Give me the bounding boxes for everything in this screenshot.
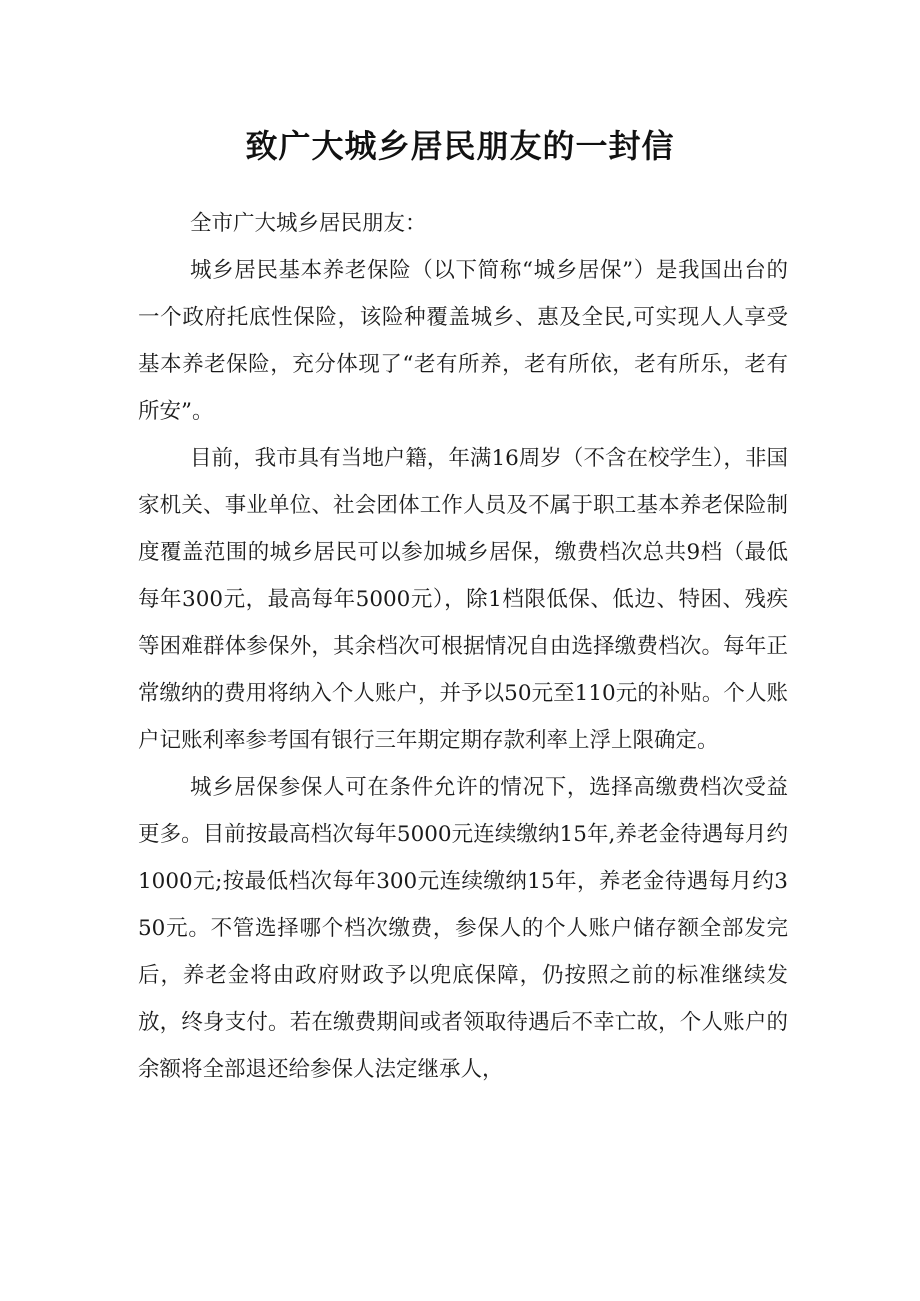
document-title: 致广大城乡居民朋友的一封信	[245, 127, 675, 165]
salutation: 全市广大城乡居民朋友：	[190, 211, 427, 236]
paragraph-intro: 城乡居民基本养老保险（以下简称“城乡居保”）是我国出台的一个政府托底性保险，该险种覆盖城乡、惠及全民,可实现人人享受基本养老保险，充分体现了“老有所养，老有所依，老有所乐，老有所安”。	[138, 258, 788, 424]
paragraph-benefits: 城乡居保参保人可在条件允许的情况下，选择高缴费档次受益更多。目前按最高档次每年5000元连续缴纳15年,养老金待遇每月约1000元;按最低档次每年300元连续缴纳15年，养老金待遇每月约350元。不管选择哪个档次缴费，参保人的个人账户储存额全部发完后，养老金将由政府财政予以兜底保障，仍按照之前的标准继续发放，终身支付。若在缴费期间或者领取待遇后不幸亡故，个人账户的余额将全部退还给参保人法定继承人，	[138, 775, 788, 1082]
paragraph-eligibility: 目前，我市具有当地户籍，年满16周岁（不含在校学生），非国家机关、事业单位、社会团体工作人员及不属于职工基本养老保险制度覆盖范围的城乡居民可以参加城乡居保，缴费档次总共9档（最低每年300元，最高每年5000元），除1档限低保、低边、特困、残疾等困难群体参保外，其余档次可根据情况自由选择缴费档次。每年正常缴纳的费用将纳入个人账户，并予以50元至110元的补贴。个人账户记账利率参考国有银行三年期定期存款利率上浮上限确定。	[138, 446, 788, 753]
letter-body	[138, 200, 788, 1093]
